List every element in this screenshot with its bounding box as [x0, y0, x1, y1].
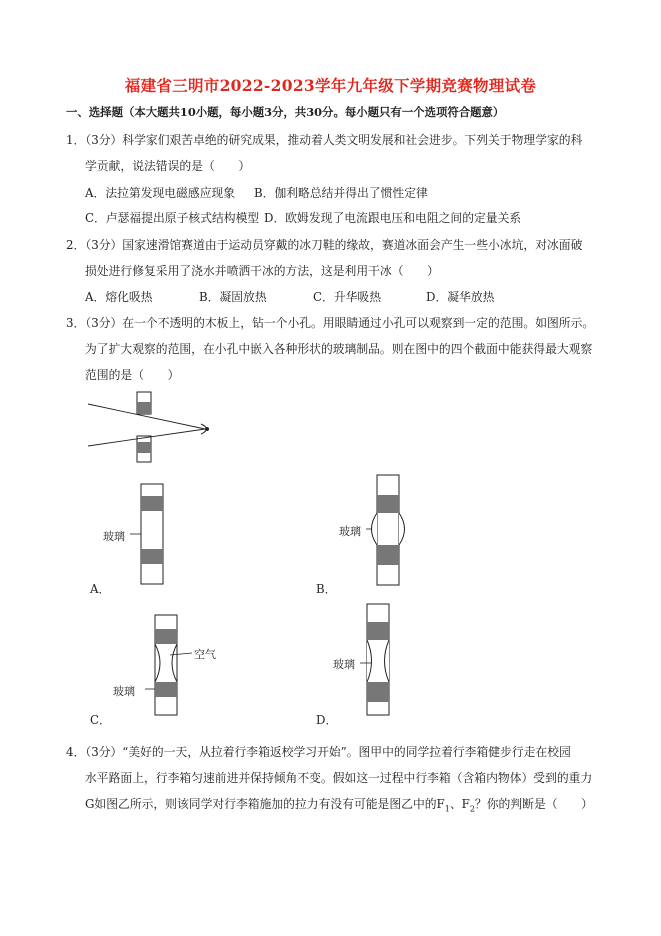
q2-option-c: C．升华吸热	[313, 290, 382, 304]
q3-c-glass-label: 玻璃	[113, 685, 135, 698]
q1-stem-line2: 学贡献，说法错误的是（ ）	[85, 159, 251, 173]
q4-stem-line1: 4．（3分）“美好的一天，从拉着行李箱返校学习开始”。图甲中的同学拉着行李箱健步行走在校园	[66, 745, 571, 759]
q3-c-air-label: 空气	[194, 648, 216, 661]
section-heading: 一、选择题（本大题共10小题，每小题3分，共30分。每小题只有一个选项符合题意）	[66, 105, 505, 119]
q2-stem-line2: 损处进行修复采用了浇水并喷洒干冰的方法，这是利用干冰（ ）	[85, 264, 439, 278]
q3-figure-c	[145, 615, 192, 715]
q1-stem-line1: 1．（3分）科学家们艰苦卓绝的研究成果，推动着人类文明发展和社会进步。下列关于物理学家的科	[66, 133, 583, 147]
exam-title: 福建省三明市2022-2023学年九年级下学期竞赛物理试卷	[124, 76, 537, 95]
eye-icon	[205, 427, 209, 431]
q1-option-c: C．卢瑟福提出原子核式结构模型	[85, 211, 260, 225]
q3-option-a: A．	[90, 582, 111, 596]
q4-line3-part-a: G如图乙所示，则该同学对行李箱施加的拉力有没有可能是图乙中的F	[85, 797, 445, 811]
q3-option-d: D．	[316, 713, 338, 727]
q2-stem-line1: 2．（3分）国家速滑馆赛道由于运动员穿戴的冰刀鞋的缘故，赛道冰面会产生一些小冰坑，对冰面破	[66, 238, 583, 252]
q1-option-b: B．伽利略总结并得出了惯性定律	[254, 186, 428, 200]
q3-stem-line2: 为了扩大观察的范围，在小孔中嵌入各种形状的玻璃制品。则在图中的四个截面中能获得最大观察	[85, 342, 593, 356]
q4-f2-subscript: 2	[469, 804, 475, 814]
q3-figure-b	[366, 475, 405, 585]
q3-figure-a	[130, 484, 163, 584]
q3-stem-line3: 范围的是（ ）	[85, 368, 180, 382]
q3-option-b: B．	[316, 582, 337, 596]
q3-hole-diagram	[88, 392, 209, 462]
q4-stem-line2: 水平路面上，行李箱匀速前进并保持倾角不变。假如这一过程中行李箱（含箱内物体）受到的重力	[85, 771, 593, 785]
q4-f1-subscript: 1	[444, 804, 450, 814]
q3-b-glass-label: 玻璃	[339, 525, 361, 538]
q1-option-d: D．欧姆发现了电流跟电压和电阻之间的定量关系	[264, 211, 522, 225]
q3-option-c: C．	[90, 713, 111, 727]
q3-a-glass-label: 玻璃	[103, 530, 125, 543]
q4-stem-line3	[85, 795, 593, 813]
q3-stem-line1: 3．（3分）在一个不透明的木板上，钻一个小孔。用眼睛通过小孔可以观察到一定的范围。如图所示。	[66, 316, 595, 330]
q2-option-d: D．凝华放热	[426, 290, 495, 304]
q3-figure-d	[360, 604, 389, 715]
q4-line3-part-b: ？你的判断是（ ）	[474, 797, 593, 811]
q2-option-b: B．凝固放热	[199, 290, 267, 304]
q2-option-a: A．熔化吸热	[85, 290, 153, 304]
q4-line3-mid: 、F	[449, 797, 470, 811]
q3-d-glass-label: 玻璃	[333, 658, 355, 671]
q1-option-a: A．法拉第发现电磁感应现象	[85, 186, 236, 200]
